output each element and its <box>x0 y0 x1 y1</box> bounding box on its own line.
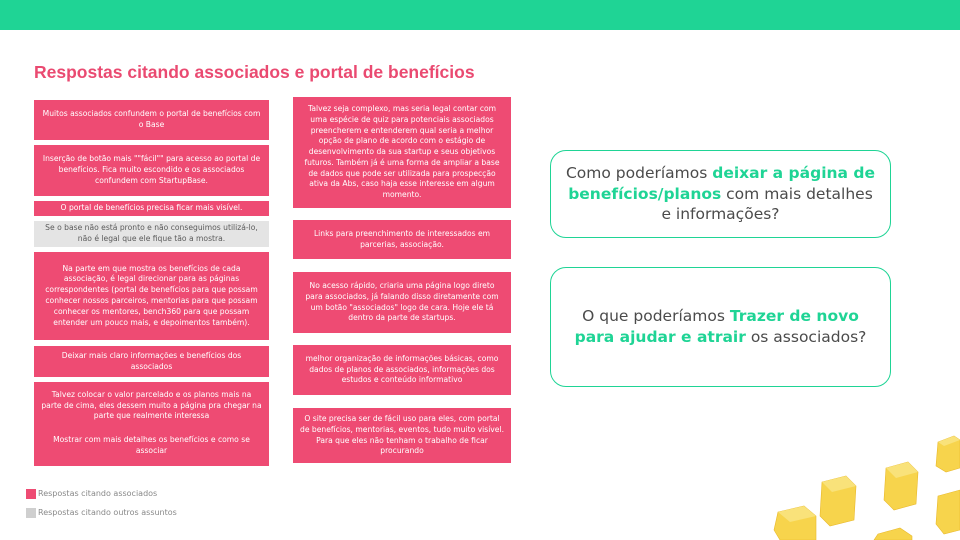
sticky-note: Mostrar com mais detalhes os benefícios e como se associar <box>34 426 269 466</box>
sticky-note: Inserção de botão mais ""fácil"" para acesso ao portal de benefícios. Fica muito escondido e os associados confundem com StartupBase. <box>34 145 269 196</box>
sticky-note: O portal de benefícios precisa ficar mais visível. <box>34 201 269 216</box>
sticky-note: No acesso rápido, criaria uma página logo direto para associados, já falando disso diretamente com um botão "associados" logo de cara. Hoje ele tá dentro da parte de startups. <box>293 272 511 333</box>
decorative-cubes-illustration <box>760 420 960 540</box>
legend-swatch-gray <box>26 508 36 518</box>
legend-label: Respostas citando associados <box>38 489 158 498</box>
legend-label: Respostas citando outros assuntos <box>38 508 177 517</box>
question-box: Como poderíamos deixar a página de benefícios/planos com mais detalhes e informações? <box>550 150 891 238</box>
sticky-note: Na parte em que mostra os benefícios de cada associação, é legal direcionar para as páginas correspondentes (portal de benefícios para que possam conhecer nossos parceiros, mentorias para que possam conhecer os mentores, bench360 para que possam entender um pouco mais, e depoimentos também). <box>34 252 269 340</box>
sticky-note: Deixar mais claro informações e benefícios dos associados <box>34 346 269 377</box>
question-box: O que poderíamos Trazer de novo para ajudar e atrair os associados? <box>550 267 891 387</box>
sticky-note: O site precisa ser de fácil uso para eles, com portal de benefícios, mentorias, eventos, tudo muito visível. Para que eles não tenham o trabalho de ficar procurando <box>293 408 511 463</box>
legend-swatch-pink <box>26 489 36 499</box>
top-accent-bar <box>0 0 960 30</box>
sticky-note: Talvez colocar o valor parcelado e os planos mais na parte de cima, eles dessem muito a página pra chegar na parte que realmente interessa <box>34 382 269 430</box>
sticky-note: Talvez seja complexo, mas seria legal contar com uma espécie de quiz para potenciais associados preencherem e entenderem qual seria a melhor opção de plano de acordo com o estágio de desenvolvimento da sua startup e seus objetivos futuros. Também já é uma forma de ampliar a base de dados que pode ser utilizada para prospecção ativa da Abs, caso haja esse interesse em algum momento. <box>293 97 511 208</box>
page-title: Respostas citando associados e portal de benefícios <box>34 62 475 82</box>
sticky-note: Se o base não está pronto e não conseguimos utilizá-lo, não é legal que ele fique tão a mostra. <box>34 221 269 247</box>
sticky-note: Links para preenchimento de interessados em parcerias, associação. <box>293 220 511 259</box>
sticky-note: melhor organização de informações básicas, como dados de planos de associados, informações dos estudos e conteúdo informativo <box>293 345 511 395</box>
sticky-note: Muitos associados confundem o portal de benefícios com o Base <box>34 100 269 140</box>
